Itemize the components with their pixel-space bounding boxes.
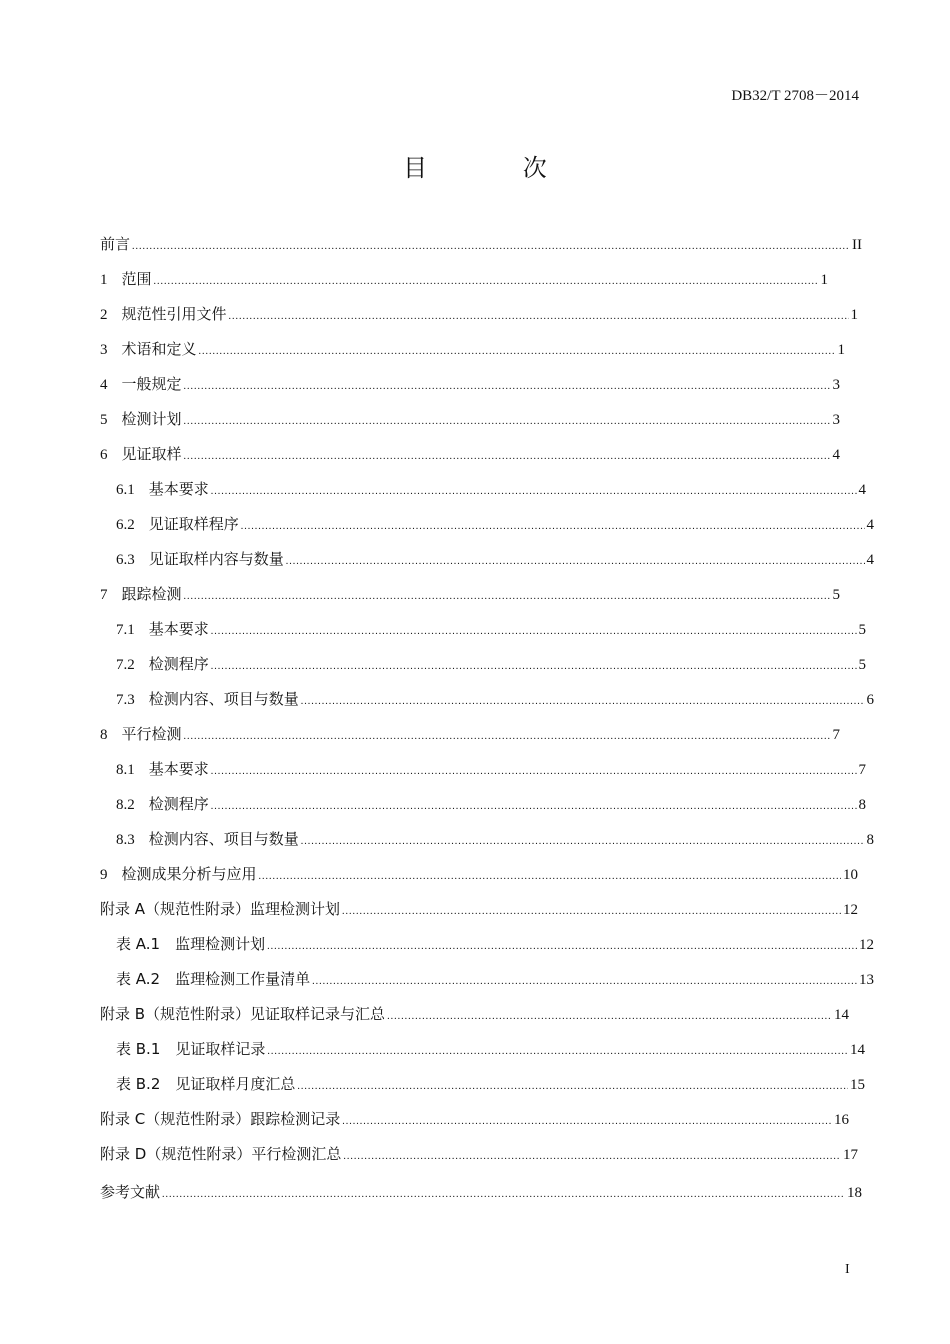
toc-entry-label bbox=[116, 1073, 295, 1094]
toc-entry-text: 基本要求 bbox=[148, 620, 209, 638]
toc-entry-page: 14 bbox=[834, 1007, 849, 1023]
toc-entry-number: 6 bbox=[100, 447, 108, 463]
toc-entry-text: 见证取样 bbox=[121, 445, 182, 463]
toc-entry-text: 表 A.1 监理检测计划 bbox=[116, 935, 266, 953]
dot-leader bbox=[184, 416, 831, 427]
toc-entry-label bbox=[116, 478, 209, 499]
toc-entry-page: 6 bbox=[866, 692, 874, 708]
toc-entry[interactable] bbox=[100, 548, 874, 583]
toc-entry-page: 17 bbox=[843, 1147, 858, 1163]
toc-entry[interactable] bbox=[100, 1143, 858, 1178]
toc-entry-label bbox=[116, 653, 209, 674]
toc-entry-number: 6.1 bbox=[116, 482, 135, 498]
toc-entry[interactable] bbox=[100, 408, 840, 443]
toc-entry-number: 8.1 bbox=[116, 762, 135, 778]
dot-leader bbox=[312, 976, 857, 987]
dot-leader bbox=[184, 381, 831, 392]
toc-entry-label bbox=[100, 723, 182, 744]
toc-entry-page: 18 bbox=[847, 1185, 862, 1201]
toc-entry-label bbox=[116, 618, 209, 639]
toc-entry[interactable] bbox=[100, 1073, 865, 1108]
toc-entry-page: 4 bbox=[866, 552, 874, 568]
dot-leader bbox=[154, 276, 819, 287]
toc-entry[interactable] bbox=[100, 828, 874, 863]
toc-entry-label bbox=[100, 1108, 340, 1129]
toc-entry-page: 3 bbox=[832, 412, 840, 428]
toc-entry[interactable] bbox=[100, 933, 874, 968]
dot-leader bbox=[241, 521, 865, 532]
toc-entry-text: 检测程序 bbox=[148, 795, 209, 813]
dot-leader bbox=[286, 556, 865, 567]
toc-entry-page: 4 bbox=[866, 517, 874, 533]
toc-entry-number: 2 bbox=[100, 307, 108, 323]
toc-entry-page: 7 bbox=[832, 727, 840, 743]
dot-leader bbox=[387, 1011, 832, 1022]
toc-entry-text: 检测成果分析与应用 bbox=[121, 865, 257, 883]
toc-entry-text: 检测程序 bbox=[148, 655, 209, 673]
toc-entry-page: 1 bbox=[837, 342, 845, 358]
toc-entry[interactable] bbox=[100, 233, 862, 268]
toc-entry-text: 检测内容、项目与数量 bbox=[148, 690, 299, 708]
dot-leader bbox=[211, 486, 857, 497]
toc-entry-number: 7.1 bbox=[116, 622, 135, 638]
dot-leader bbox=[199, 346, 836, 357]
toc-entry-page: 12 bbox=[843, 902, 858, 918]
dot-leader bbox=[162, 1189, 845, 1200]
toc-entry-text: 基本要求 bbox=[148, 480, 209, 498]
toc-entry-page: 5 bbox=[858, 622, 866, 638]
toc-entry-label bbox=[100, 303, 227, 324]
toc-entry-number: 7.3 bbox=[116, 692, 135, 708]
toc-entry-number: 3 bbox=[100, 342, 108, 358]
toc-entry[interactable] bbox=[100, 968, 874, 1003]
toc-entry-page: 8 bbox=[866, 832, 874, 848]
toc-entry-page: 10 bbox=[843, 867, 858, 883]
toc-entry[interactable] bbox=[100, 583, 840, 618]
toc-entry[interactable] bbox=[100, 1181, 862, 1216]
toc-entry[interactable] bbox=[100, 1108, 849, 1143]
toc-entry[interactable] bbox=[100, 758, 866, 793]
toc-entry-text: 附录 C（规范性附录）跟踪检测记录 bbox=[100, 1110, 341, 1128]
toc-entry-number: 7.2 bbox=[116, 657, 135, 673]
dot-leader bbox=[211, 801, 857, 812]
toc-entry[interactable] bbox=[100, 793, 866, 828]
toc-entry-number: 7 bbox=[100, 587, 108, 603]
toc-entry-label bbox=[100, 408, 182, 429]
toc-entry-label bbox=[116, 933, 265, 954]
toc-entry-text: 术语和定义 bbox=[121, 340, 197, 358]
toc-entry-text: 参考文献 bbox=[100, 1183, 161, 1201]
toc-entry-number: 1 bbox=[100, 272, 108, 288]
toc-entry[interactable] bbox=[100, 268, 828, 303]
dot-leader bbox=[211, 661, 857, 672]
table-of-contents bbox=[100, 233, 874, 1216]
dot-leader bbox=[184, 731, 831, 742]
toc-entry-page: 4 bbox=[858, 482, 866, 498]
toc-entry-label bbox=[100, 898, 340, 919]
toc-entry-page: 5 bbox=[858, 657, 866, 673]
toc-entry-label bbox=[100, 443, 182, 464]
toc-entry-page: II bbox=[852, 237, 862, 253]
toc-entry[interactable] bbox=[100, 303, 858, 338]
dot-leader bbox=[184, 591, 831, 602]
toc-entry[interactable] bbox=[100, 1038, 865, 1073]
toc-entry-text: 见证取样内容与数量 bbox=[148, 550, 284, 568]
toc-entry-page: 15 bbox=[850, 1077, 865, 1093]
toc-entry-text: 附录 D（规范性附录）平行检测汇总 bbox=[100, 1145, 342, 1163]
toc-entry-label bbox=[116, 758, 209, 779]
toc-entry-page: 16 bbox=[834, 1112, 849, 1128]
toc-entry-label bbox=[116, 828, 299, 849]
toc-entry-page: 5 bbox=[832, 587, 840, 603]
toc-entry-text: 一般规定 bbox=[121, 375, 182, 393]
toc-entry-page: 7 bbox=[858, 762, 866, 778]
toc-entry[interactable] bbox=[100, 863, 858, 898]
toc-entry-text: 附录 B（规范性附录）见证取样记录与汇总 bbox=[100, 1005, 386, 1023]
toc-entry-number: 5 bbox=[100, 412, 108, 428]
toc-entry[interactable] bbox=[100, 338, 845, 373]
toc-entry-label bbox=[116, 548, 284, 569]
toc-entry-number: 9 bbox=[100, 867, 108, 883]
toc-entry-label bbox=[100, 233, 130, 254]
toc-entry[interactable] bbox=[100, 443, 840, 478]
toc-entry-page: 1 bbox=[820, 272, 828, 288]
toc-entry-text: 表 B.2 见证取样月度汇总 bbox=[116, 1075, 296, 1093]
toc-entry[interactable] bbox=[100, 618, 866, 653]
toc-entry-text: 范围 bbox=[121, 270, 152, 288]
toc-entry-text: 规范性引用文件 bbox=[121, 305, 227, 323]
toc-entry-page: 14 bbox=[850, 1042, 865, 1058]
toc-entry-page: 3 bbox=[832, 377, 840, 393]
toc-entry-text: 检测内容、项目与数量 bbox=[148, 830, 299, 848]
toc-entry-label bbox=[100, 373, 182, 394]
toc-entry-page: 8 bbox=[858, 797, 866, 813]
toc-entry-page: 1 bbox=[850, 307, 858, 323]
dot-leader bbox=[211, 766, 857, 777]
toc-entry[interactable] bbox=[100, 688, 874, 723]
toc-entry-label bbox=[116, 793, 209, 814]
toc-entry-text: 表 B.1 见证取样记录 bbox=[116, 1040, 266, 1058]
toc-entry[interactable] bbox=[100, 653, 866, 688]
toc-entry-number: 6.2 bbox=[116, 517, 135, 533]
toc-entry[interactable] bbox=[100, 1003, 849, 1038]
dot-leader bbox=[343, 1151, 841, 1162]
toc-entry-text: 平行检测 bbox=[121, 725, 182, 743]
dot-leader bbox=[301, 696, 865, 707]
toc-entry-text: 检测计划 bbox=[121, 410, 182, 428]
toc-entry-text: 前言 bbox=[100, 235, 131, 253]
toc-entry[interactable] bbox=[100, 478, 866, 513]
dot-leader bbox=[132, 241, 850, 252]
toc-entry-label bbox=[100, 863, 257, 884]
toc-entry-label bbox=[116, 688, 299, 709]
toc-entry-text: 跟踪检测 bbox=[121, 585, 182, 603]
dot-leader bbox=[297, 1081, 848, 1092]
page-number: I bbox=[845, 1262, 850, 1277]
toc-entry-label bbox=[100, 268, 152, 289]
toc-entry[interactable] bbox=[100, 723, 840, 758]
dot-leader bbox=[211, 626, 857, 637]
dot-leader bbox=[342, 1116, 832, 1127]
dot-leader bbox=[342, 906, 841, 917]
toc-entry-number: 6.3 bbox=[116, 552, 135, 568]
dot-leader bbox=[259, 871, 841, 882]
standard-code: DB32/T 2708－2014 bbox=[731, 88, 859, 104]
toc-entry[interactable] bbox=[100, 513, 874, 548]
toc-entry-label bbox=[116, 968, 310, 989]
dot-leader bbox=[301, 836, 865, 847]
dot-leader bbox=[267, 1046, 848, 1057]
toc-entry-text: 见证取样程序 bbox=[148, 515, 239, 533]
page-title: 目 次 bbox=[403, 154, 591, 182]
toc-entry-label bbox=[100, 1143, 341, 1164]
toc-entry-label bbox=[100, 583, 182, 604]
dot-leader bbox=[267, 941, 857, 952]
toc-entry-label bbox=[116, 513, 239, 534]
toc-entry-text: 基本要求 bbox=[148, 760, 209, 778]
toc-entry-number: 8.2 bbox=[116, 797, 135, 813]
toc-entry-page: 12 bbox=[859, 937, 874, 953]
toc-entry[interactable] bbox=[100, 373, 840, 408]
toc-entry-number: 4 bbox=[100, 377, 108, 393]
toc-entry-text: 表 A.2 监理检测工作量清单 bbox=[116, 970, 311, 988]
dot-leader bbox=[229, 311, 849, 322]
dot-leader bbox=[184, 451, 831, 462]
toc-entry-label bbox=[116, 1038, 265, 1059]
toc-entry-text: 附录 A（规范性附录）监理检测计划 bbox=[100, 900, 341, 918]
toc-entry-number: 8.3 bbox=[116, 832, 135, 848]
toc-entry-page: 13 bbox=[859, 972, 874, 988]
toc-entry-label bbox=[100, 338, 197, 359]
toc-entry-number: 8 bbox=[100, 727, 108, 743]
toc-entry-page: 4 bbox=[832, 447, 840, 463]
toc-entry[interactable] bbox=[100, 898, 858, 933]
toc-entry-label bbox=[100, 1181, 160, 1202]
toc-entry-label bbox=[100, 1003, 385, 1024]
